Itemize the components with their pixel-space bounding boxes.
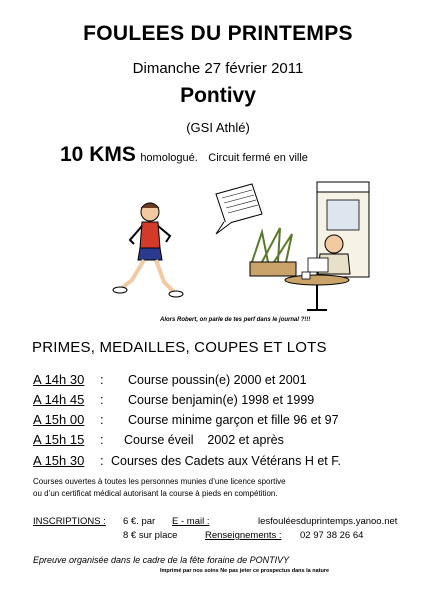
cafe-scene: [250, 182, 369, 310]
cartoon-illustration: [112, 170, 372, 315]
email-address: lesfouléesduprintemps.yanoo.net: [258, 516, 398, 527]
organizer-club: (GSI Athlé): [186, 120, 250, 135]
registration-price-onsite: 8 € sur place: [123, 530, 178, 541]
schedule-separator: :: [100, 372, 104, 387]
schedule-separator: :: [100, 432, 104, 447]
registration-label: INSCRIPTIONS :: [33, 516, 106, 527]
registration-price-online: 6 €. par: [123, 516, 156, 527]
runner-figure: [113, 203, 183, 297]
eligibility-line: Courses ouvertes à toutes les personnes munies d’une licence sportive: [33, 477, 286, 486]
illustration-caption: Alors Robert, on parle de tes perf dans le journal ?!!!: [160, 317, 311, 323]
event-date: Dimanche 27 février 2011: [132, 60, 304, 77]
info-label: Renseignements :: [205, 530, 282, 541]
event-title: FOULEES DU PRINTEMPS: [83, 22, 353, 45]
schedule-time: A 14h 45: [33, 392, 85, 407]
eligibility-line: ou d’un certificat médical autorisant la course à pieds en compétition.: [33, 489, 278, 498]
schedule-separator: :: [100, 453, 104, 468]
schedule-time: A 14h 30: [33, 372, 85, 387]
race-circuit: Circuit fermé en ville: [208, 152, 308, 164]
event-city: Pontivy: [180, 84, 256, 107]
race-distance: 10 KMS: [60, 143, 136, 166]
schedule-separator: :: [100, 392, 104, 407]
race-homologation: homologué.: [140, 152, 198, 164]
eligibility-note: [33, 476, 413, 500]
schedule-description: Courses des Cadets aux Vétérans H et F.: [111, 454, 341, 468]
schedule-time: A 15h 00: [33, 412, 85, 427]
schedule-time: A 15h 15: [33, 432, 85, 447]
schedule-time: A 15h 30: [33, 453, 85, 468]
schedule-description: Course benjamin(e) 1998 et 1999: [128, 393, 315, 407]
info-phone: 02 97 38 26 64: [300, 530, 364, 541]
email-label: E - mail :: [172, 516, 210, 527]
schedule-description: Course éveil 2002 et après: [124, 433, 284, 447]
prizes-heading: PRIMES, MEDAILLES, COUPES ET LOTS: [32, 339, 327, 356]
schedule-description: Course poussin(e) 2000 et 2001: [128, 373, 307, 387]
printed-note: Imprimé par nos soins Ne pas jeter ce prospectus dans la nature: [160, 568, 330, 574]
race-distance-line: [60, 143, 308, 167]
schedule-separator: :: [100, 412, 104, 427]
organized-note: Epreuve organisée dans le cadre de la fête foraine de PONTIVY: [33, 555, 290, 565]
speech-bubble: [216, 184, 262, 234]
schedule-description: Course minime garçon et fille 96 et 97: [128, 413, 339, 427]
